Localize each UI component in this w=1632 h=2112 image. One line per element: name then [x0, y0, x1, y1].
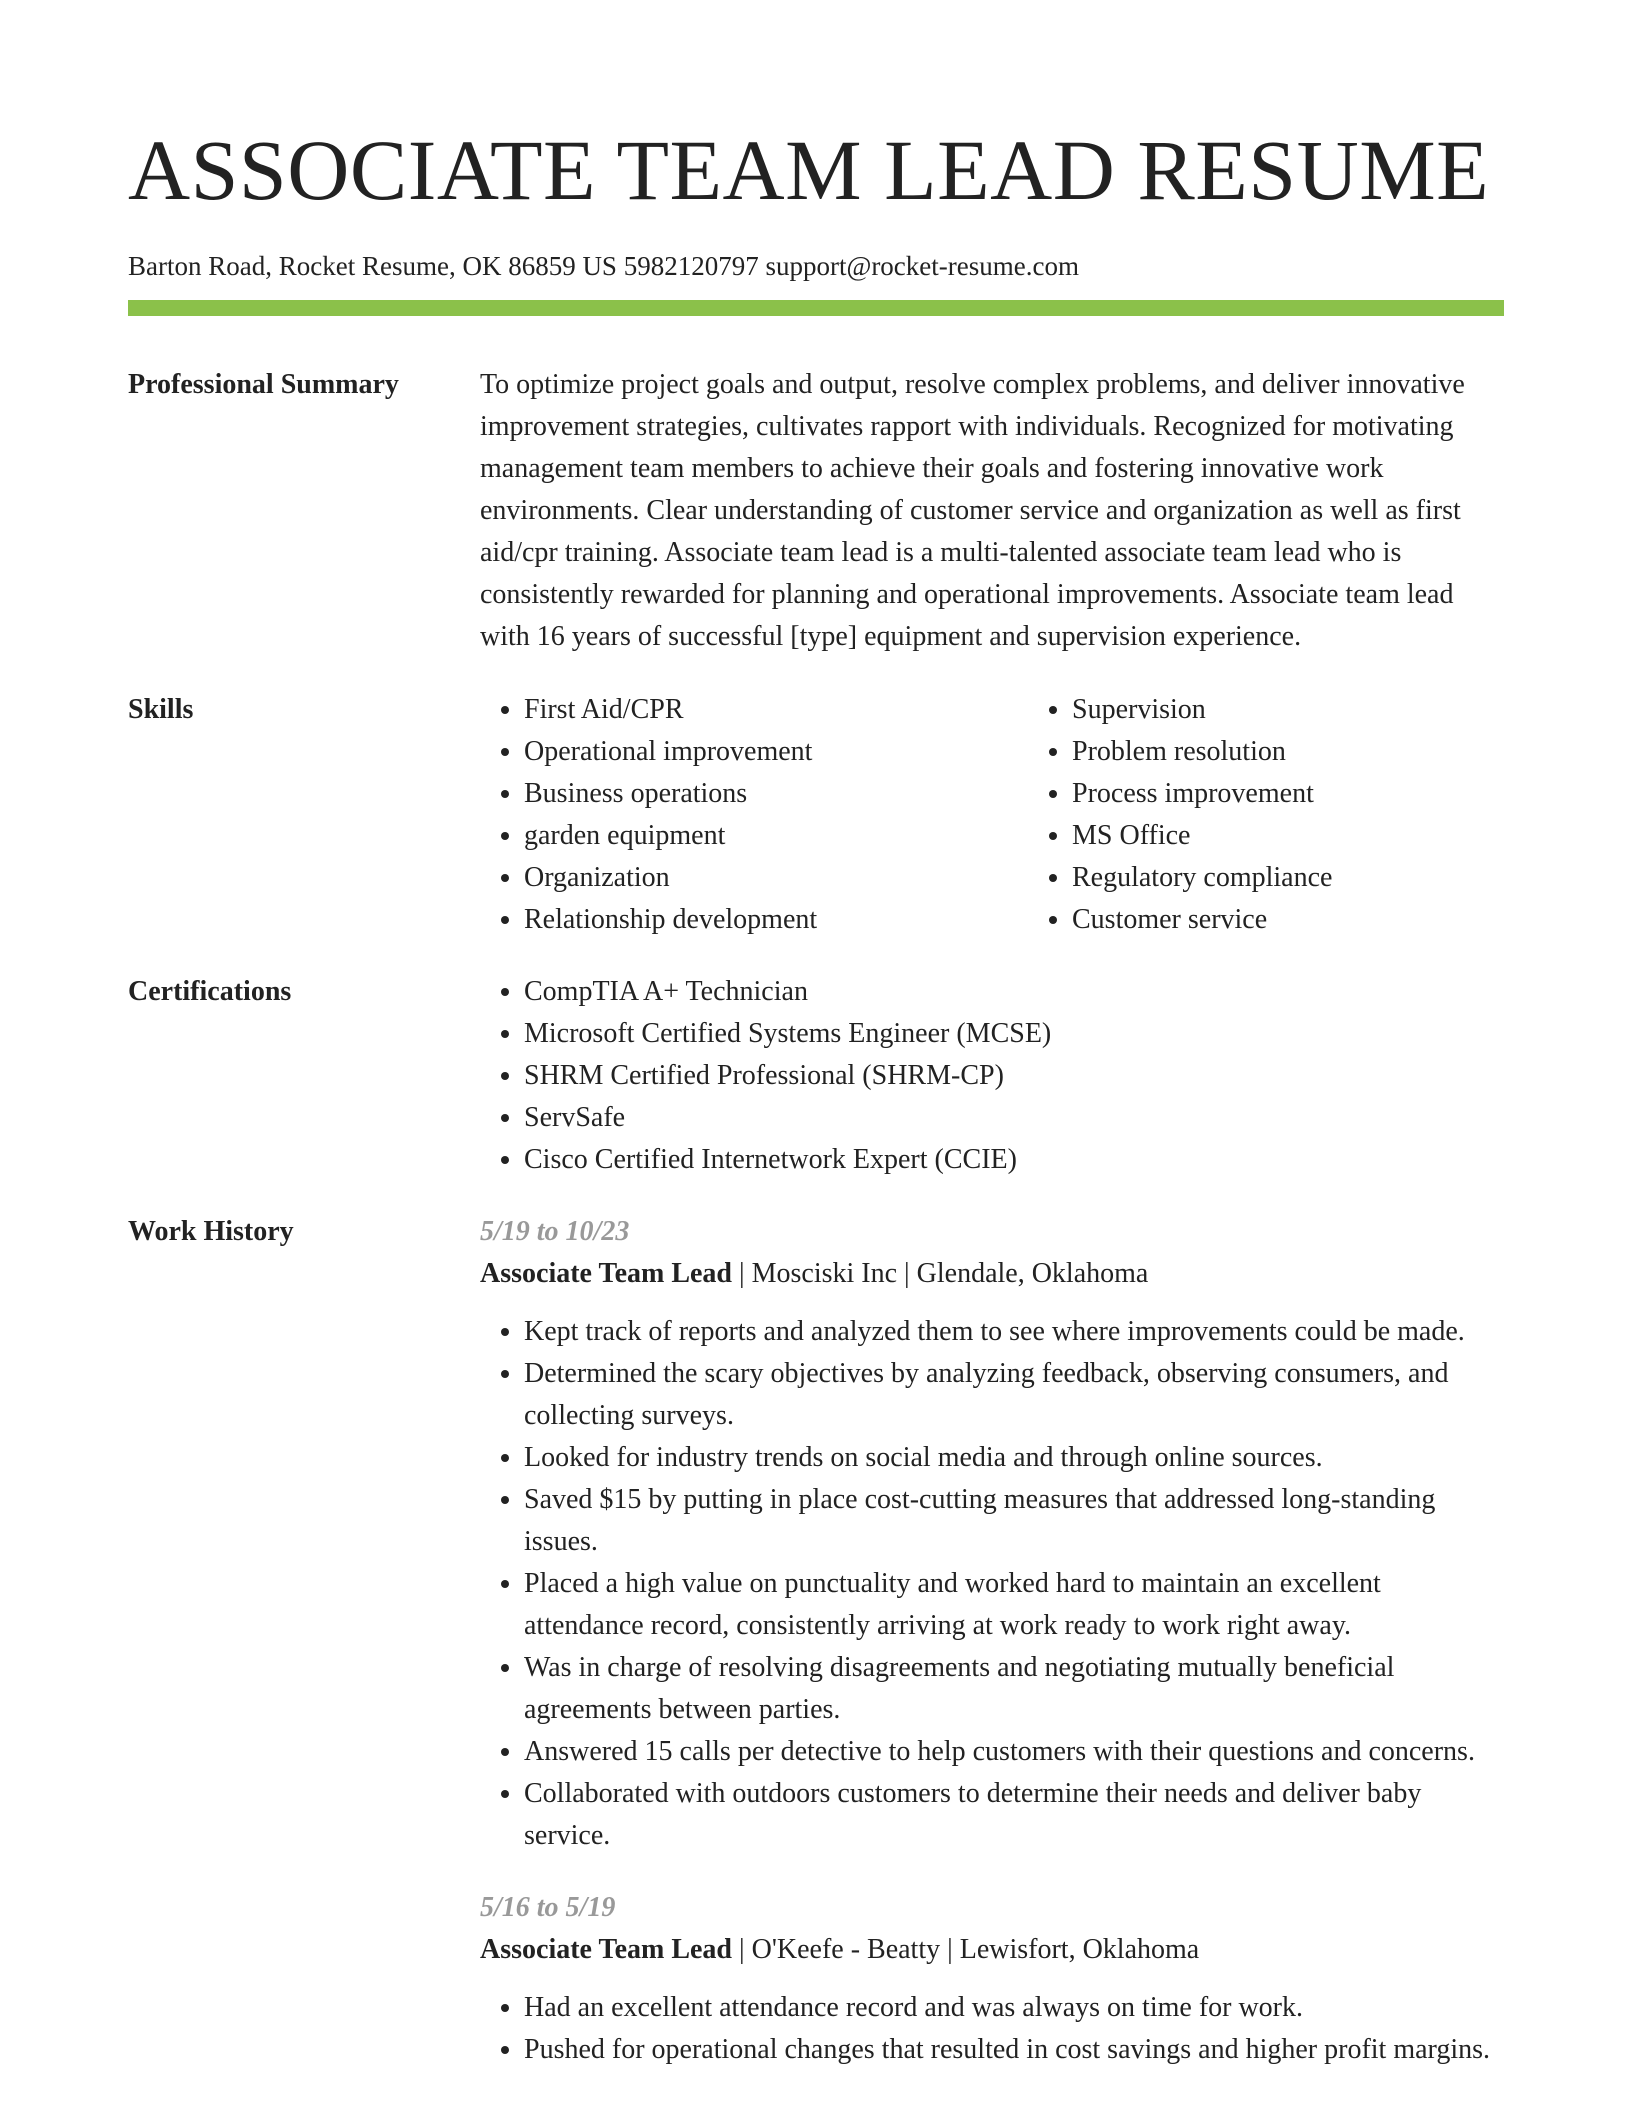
- certification-item: • ServSafe: [524, 1097, 1504, 1139]
- contact-line: Barton Road, Rocket Resume, OK 86859 US 5982120797 support@rocket-resume.com: [128, 251, 1079, 281]
- job-details: | Mosciski Inc | Glendale, Oklahoma: [732, 1258, 1149, 1289]
- skills-list-left: [480, 689, 1028, 941]
- skill-item: • Problem resolution: [1072, 731, 1576, 773]
- job-title: Associate Team Lead: [480, 1934, 732, 1965]
- job-entry: [480, 1887, 1504, 2071]
- job-details: | O'Keefe - Beatty | Lewisfort, Oklahoma: [732, 1934, 1200, 1965]
- work-history-label: Work History: [128, 1216, 294, 1247]
- skill-item: • Relationship development: [524, 899, 1028, 941]
- job-title: Associate Team Lead: [480, 1258, 732, 1289]
- skill-item: • Process improvement: [1072, 773, 1576, 815]
- skill-item: • garden equipment: [524, 815, 1028, 857]
- skill-item: • Operational improvement: [524, 731, 1028, 773]
- job-bullet: • Looked for industry trends on social media and through online sources.: [524, 1437, 1504, 1479]
- skill-item: • MS Office: [1072, 815, 1576, 857]
- skills-list-right: [1028, 689, 1576, 941]
- job-bullet: • Saved $15 by putting in place cost-cutting measures that addressed long-standing issues.: [524, 1479, 1504, 1563]
- job-heading: [480, 1929, 1504, 1971]
- job-dates: 5/16 to 5/19: [480, 1892, 616, 1923]
- certifications-label: Certifications: [128, 976, 292, 1007]
- certification-item: • CompTIA A+ Technician: [524, 971, 1504, 1013]
- skill-item: • Supervision: [1072, 689, 1576, 731]
- job-bullet: • Collaborated with outdoors customers to determine their needs and deliver baby service.: [524, 1773, 1504, 1857]
- certification-item: • Microsoft Certified Systems Engineer (MCSE): [524, 1013, 1504, 1055]
- summary-section: [128, 364, 1504, 658]
- summary-text: To optimize project goals and output, resolve complex problems, and deliver innovative improvement strategies, cultivates rapport with individuals. Recognized for motivating management team members to achieve their goals and fostering innovative work environments. Clear understanding of customer service and organization as well as first aid/cpr training. Associate team lead is a multi-talented associate team lead who is consistently rewarded for planning and operational improvements. Associate team lead with 16 years of successful [type] equipment and supervision experience.: [480, 369, 1465, 652]
- accent-divider: [128, 300, 1504, 316]
- certification-item: • SHRM Certified Professional (SHRM-CP): [524, 1055, 1504, 1097]
- skill-item: • Regulatory compliance: [1072, 857, 1576, 899]
- skills-section: [128, 689, 1504, 941]
- job-bullet: • Was in charge of resolving disagreements and negotiating mutually beneficial agreements between parties.: [524, 1647, 1504, 1731]
- skill-item: • Customer service: [1072, 899, 1576, 941]
- certification-item: • Cisco Certified Internetwork Expert (CCIE): [524, 1139, 1504, 1181]
- job-heading: [480, 1253, 1504, 1295]
- work-history-section: [128, 1211, 1504, 2071]
- job-dates: 5/19 to 10/23: [480, 1216, 630, 1247]
- skill-item: • First Aid/CPR: [524, 689, 1028, 731]
- skills-label: Skills: [128, 694, 194, 725]
- resume-title: ASSOCIATE TEAM LEAD RESUME: [128, 122, 1490, 218]
- job-bullet: • Pushed for operational changes that resulted in cost savings and higher profit margins.: [524, 2029, 1504, 2071]
- summary-label: Professional Summary: [128, 369, 399, 400]
- job-bullet: • Answered 15 calls per detective to help customers with their questions and concerns.: [524, 1731, 1504, 1773]
- job-bullet: • Determined the scary objectives by analyzing feedback, observing consumers, and collecting surveys.: [524, 1353, 1504, 1437]
- certifications-section: [128, 971, 1504, 1181]
- job-bullet: • Had an excellent attendance record and was always on time for work.: [524, 1987, 1504, 2029]
- job-entry: [480, 1211, 1504, 1857]
- skill-item: • Business operations: [524, 773, 1028, 815]
- job-bullet: • Placed a high value on punctuality and worked hard to maintain an excellent attendance record, consistently arriving at work ready to work right away.: [524, 1563, 1504, 1647]
- job-bullet-list: [480, 1987, 1504, 2071]
- certifications-list: [480, 971, 1504, 1181]
- skill-item: • Organization: [524, 857, 1028, 899]
- job-bullet: • Kept track of reports and analyzed them to see where improvements could be made.: [524, 1311, 1504, 1353]
- job-bullet-list: [480, 1311, 1504, 1857]
